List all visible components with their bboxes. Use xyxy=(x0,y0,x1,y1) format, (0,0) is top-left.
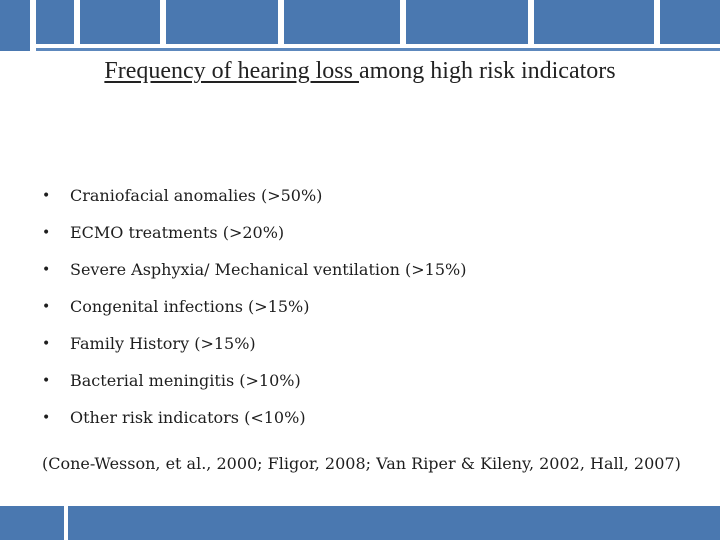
bullet-text: Other risk indicators (<10%) xyxy=(70,408,306,427)
bullet-item xyxy=(42,399,466,436)
bullet-list xyxy=(42,177,466,436)
header-tile xyxy=(80,0,160,44)
bullet-text: ECMO treatments (>20%) xyxy=(70,223,285,242)
header-tile xyxy=(36,0,74,44)
bullet-text: Congenital infections (>15%) xyxy=(70,297,310,316)
bullet-item xyxy=(42,288,466,325)
bullet-dot: • xyxy=(42,224,51,241)
bullet-text: Craniofacial anomalies (>50%) xyxy=(70,186,323,205)
bullet-item xyxy=(42,177,466,214)
bullet-item xyxy=(42,362,466,399)
bullet-dot: • xyxy=(42,372,51,389)
footer-divider xyxy=(64,506,124,540)
header-tile xyxy=(660,0,720,44)
bullet-dot: • xyxy=(42,409,51,426)
bullet-text: Family History (>15%) xyxy=(70,334,256,353)
header-tile xyxy=(166,0,278,44)
header-tile xyxy=(406,0,528,44)
header-tile xyxy=(534,0,654,44)
bullet-dot: • xyxy=(42,335,51,352)
slide-title-rest: among high risk indicators xyxy=(358,58,616,84)
bullet-text: Severe Asphyxia/ Mechanical ventilation (>15%) xyxy=(70,260,467,279)
bullet-item xyxy=(42,325,466,362)
bullet-text: Bacterial meningitis (>10%) xyxy=(70,371,301,390)
bullet-item xyxy=(42,251,466,288)
header-tile xyxy=(284,0,400,44)
slide-title xyxy=(0,58,720,85)
bullet-item xyxy=(42,214,466,251)
bullet-dot: • xyxy=(42,298,51,315)
citation: (Cone-Wesson, et al., 2000; Fligor, 2008; Van Riper & Kileny, 2002, Hall, 2007) xyxy=(42,454,681,473)
footer-bar xyxy=(0,506,720,540)
bullet-dot: • xyxy=(42,261,51,278)
slide-title-underlined: Frequency of hearing loss xyxy=(104,58,359,84)
bullet-dot: • xyxy=(42,187,51,204)
